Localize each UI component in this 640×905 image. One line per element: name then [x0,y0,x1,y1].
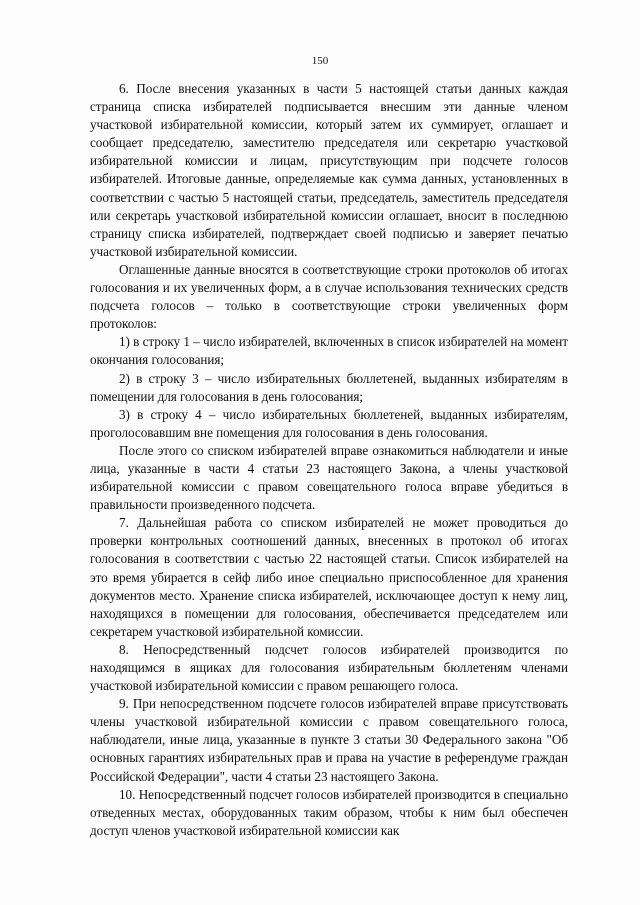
page-number: 150 [311,55,329,67]
document-body [90,80,568,840]
paragraph-line-1: 1) в строку 1 – число избирателей, включенных в список избирателей на момент окончания голосования; [90,334,568,368]
paragraph-10: 10. Непосредственный подсчет голосов избирателей производится в специально отведенных местах, оборудованных таким образом, чтобы к ним был обеспечен доступ членов участковой избирательной комиссии как [90,786,568,838]
paragraph-announced-data: Оглашенные данные вносятся в соответствующие строки протоколов об итогах голосования и их увеличенных форм, а в случае использования технических средств подсчета голосов – только в соответствующие строки увеличенных форм протоколов: [90,261,568,332]
paragraph-observers: После этого со списком избирателей вправе ознакомиться наблюдатели и иные лица, указанные в части 4 статьи 23 настоящего Закона, а члены участковой избирательной комиссии с правом совещательного голоса вправе убедиться в правильности произведенного подсчета. [90,442,568,513]
paragraph-6: 6. После внесения указанных в части 5 настоящей статьи данных каждая страница списка избирателей подписывается внесшим эти данные членом участковой избирательной комиссии, который затем их суммирует, оглашает и сообщает председателю, заместителю председателя или секретарю участковой избирательной комиссии и лицам, присутствующим при подсчете голосов избирателей. Итоговые данные, определяемые как сумма данных, установленных в соответствии с частью 5 настоящей статьи, председатель, заместитель председателя или секретарь участковой избирательной комиссии оглашает, вносит в последнюю страницу списка избирателей, подтверждает своей подписью и заверяет печатью участковой избирательной комиссии. [90,81,568,259]
paragraph-8: 8. Непосредственный подсчет голосов избирателей производится по находящимся в ящиках для голосования избирательным бюллетеням членами участковой избирательной комиссии с правом решающего голоса. [90,641,568,694]
paragraph-line-4: 3) в строку 4 – число избирательных бюллетеней, выданных избирателям, проголосовавшим вне помещения для голосования в день голосования. [90,406,568,440]
paragraph-9: 9. При непосредственном подсчете голосов избирателей вправе присутствовать члены участковой избирательной комиссии с правом совещательного голоса, наблюдатели, иные лица, указанные в пункте 3 статьи 30 Федерального закона "Об основных гарантиях избирательных прав и права на участие в референдуме граждан Российской Федерации", части 4 статьи 23 настоящего Закона. [90,696,568,784]
paragraph-7: 7. Дальнейшая работа со списком избирателей не может проводиться до проверки контрольных соотношений данных, внесенных в протокол об итогах голосования в соответствии с частью 22 настоящей статьи. Список избирателей на это время убирается в сейф либо иное специально приспособленное для хранения документов место. Хранение списка избирателей, исключающее доступ к нему лиц, находящихся в помещении для голосования, обеспечивается председателем или секретарем участковой избирательной комиссии. [90,515,568,639]
paragraph-line-3: 2) в строку 3 – число избирательных бюллетеней, выданных избирателям в помещении для голосования в день голосования; [90,370,568,404]
